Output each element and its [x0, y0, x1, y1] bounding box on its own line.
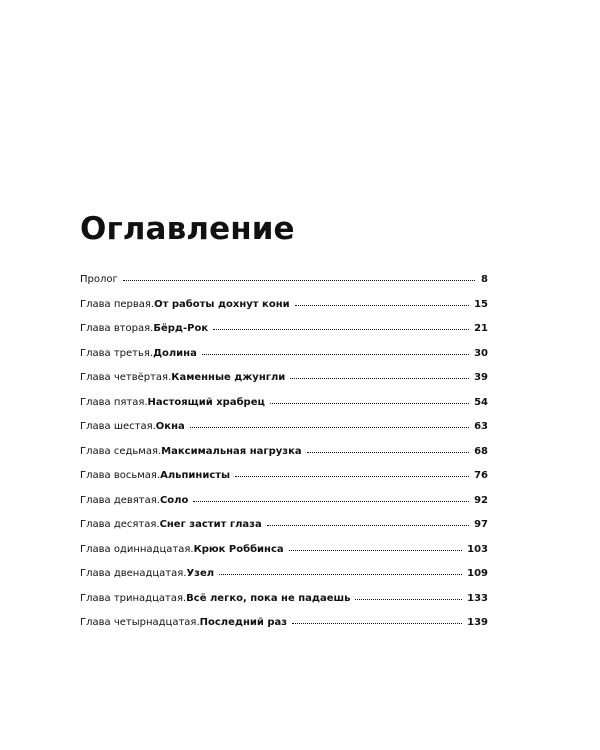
toc-separator: . — [157, 445, 162, 457]
toc-page-number: 15 — [474, 298, 488, 310]
toc-entry-chapter-13 — [80, 587, 488, 612]
toc-chapter: Глава четырнадцатая — [80, 617, 197, 628]
toc-chapter: Глава шестая — [80, 421, 153, 432]
dot-leader — [355, 599, 462, 600]
dot-leader — [235, 476, 469, 477]
toc-separator: . — [156, 519, 160, 530]
toc-entry-chapter-3 — [80, 342, 488, 367]
dot-leader — [190, 427, 469, 428]
toc-page-number: 68 — [474, 445, 488, 457]
toc-subtitle: Максимальная нагрузка — [161, 445, 302, 457]
toc-entry-chapter-2 — [80, 317, 488, 342]
toc-entry-chapter-10 — [80, 513, 488, 538]
dot-leader — [202, 354, 469, 355]
toc-chapter: Глава седьмая — [80, 445, 158, 457]
toc-subtitle: Снег застит глаза — [159, 519, 262, 530]
toc-entry-chapter-1 — [80, 293, 488, 318]
toc-page-number: 76 — [474, 470, 488, 481]
toc-subtitle: Каменные джунгли — [171, 372, 286, 383]
dot-leader — [213, 329, 469, 330]
toc-chapter: Глава четвёртая — [80, 372, 169, 383]
toc-separator: . — [156, 494, 160, 506]
dot-leader — [295, 305, 469, 306]
toc-page-number: 103 — [467, 543, 488, 555]
dot-leader — [267, 525, 469, 526]
toc-separator: . — [196, 617, 200, 628]
toc-separator: . — [152, 421, 156, 432]
toc-chapter: Глава десятая — [80, 519, 157, 530]
dot-leader — [193, 501, 469, 502]
toc-entry-chapter-14 — [80, 611, 488, 636]
toc-title: Оглавление — [80, 211, 295, 247]
toc-subtitle: От работы дохнут кони — [154, 298, 290, 310]
toc-chapter: Глава тринадцатая — [80, 592, 183, 604]
toc-page-number: 133 — [467, 592, 488, 604]
toc-subtitle: Долина — [153, 347, 197, 359]
toc-entry-chapter-8 — [80, 464, 488, 489]
toc-page-number: 63 — [474, 421, 488, 432]
toc-page-number: 92 — [474, 494, 488, 506]
toc-list — [80, 268, 488, 636]
toc-page-number: 21 — [474, 323, 488, 334]
toc-subtitle: Альпинисты — [160, 470, 231, 481]
toc-separator: . — [156, 470, 161, 481]
toc-chapter: Глава первая — [80, 298, 151, 310]
toc-separator: . — [168, 372, 172, 383]
toc-chapter: Глава третья — [80, 347, 150, 359]
toc-entry-chapter-7 — [80, 440, 488, 465]
toc-page-number: 39 — [474, 372, 488, 383]
toc-page-number: 8 — [481, 274, 488, 285]
toc-chapter: Глава двенадцатая — [80, 568, 184, 579]
toc-separator: . — [183, 568, 187, 579]
dot-leader — [307, 452, 469, 453]
toc-subtitle: Всё легко, пока не падаешь — [186, 592, 351, 604]
toc-chapter: Пролог — [80, 274, 118, 285]
toc-subtitle: Последний раз — [199, 617, 288, 628]
toc-page-number: 30 — [474, 347, 488, 359]
toc-chapter: Глава вторая — [80, 323, 151, 334]
toc-chapter: Глава пятая — [80, 396, 145, 408]
toc-separator: . — [150, 323, 154, 334]
toc-chapter: Глава одиннадцатая — [80, 543, 191, 555]
dot-leader — [123, 280, 475, 281]
toc-page-number: 97 — [474, 519, 488, 530]
toc-subtitle: Бёрд-Рок — [153, 323, 209, 334]
toc-entry-prologue — [80, 268, 488, 293]
toc-subtitle: Окна — [155, 421, 185, 432]
toc-separator: . — [144, 396, 148, 408]
toc-entry-chapter-4 — [80, 366, 488, 391]
toc-separator: . — [150, 298, 155, 310]
toc-separator: . — [149, 347, 154, 359]
toc-entry-chapter-5 — [80, 391, 488, 416]
dot-leader — [289, 550, 462, 551]
toc-page-number: 109 — [467, 568, 488, 579]
toc-chapter: Глава девятая — [80, 494, 157, 506]
dot-leader — [270, 403, 469, 404]
toc-page-number: 54 — [474, 396, 488, 408]
toc-page-number: 139 — [467, 617, 488, 628]
toc-subtitle: Соло — [159, 494, 189, 506]
toc-subtitle: Крюк Роббинса — [193, 543, 284, 555]
toc-entry-chapter-11 — [80, 538, 488, 563]
toc-subtitle: Узел — [186, 568, 215, 579]
toc-separator: . — [182, 592, 187, 604]
toc-entry-chapter-6 — [80, 415, 488, 440]
toc-subtitle: Настоящий храбрец — [147, 396, 265, 408]
toc-separator: . — [190, 543, 194, 555]
toc-entry-chapter-9 — [80, 489, 488, 514]
dot-leader — [219, 574, 462, 575]
dot-leader — [292, 623, 462, 624]
toc-entry-chapter-12 — [80, 562, 488, 587]
toc-chapter: Глава восьмая — [80, 470, 157, 481]
dot-leader — [290, 378, 469, 379]
